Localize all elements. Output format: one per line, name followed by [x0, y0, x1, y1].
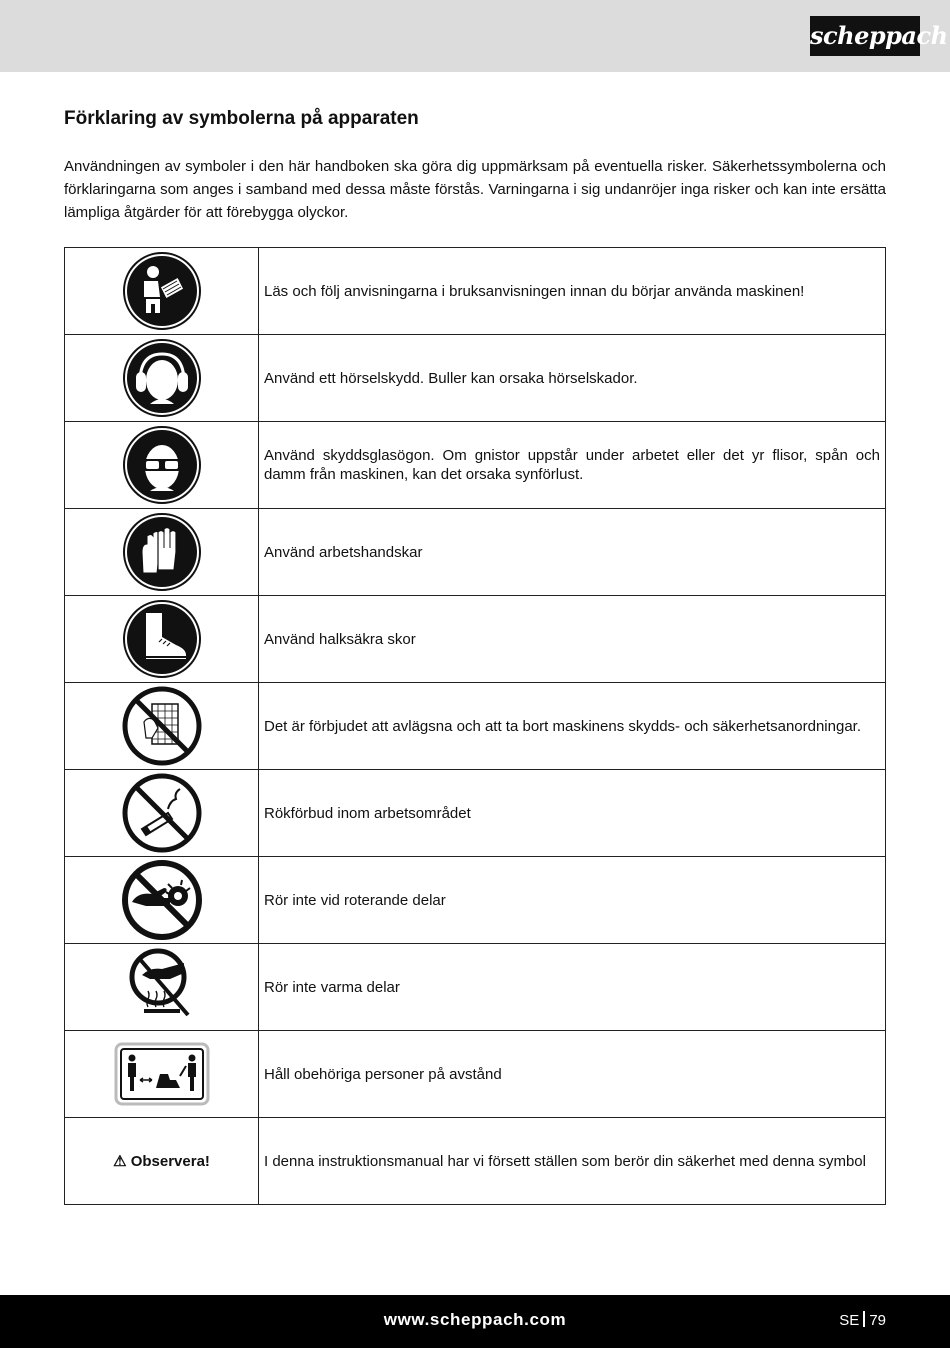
table-row — [65, 770, 886, 857]
warning-triangle-icon: ⚠ — [113, 1152, 127, 1170]
table-row — [65, 335, 886, 422]
symbol-description: Använd arbetshandskar — [259, 509, 886, 596]
symbol-description: Använd ett hörselskydd. Buller kan orsaka hörselskador. — [259, 335, 886, 422]
symbol-description: Använd halksäkra skor — [259, 596, 886, 683]
symbol-description: Håll obehöriga personer på avstånd — [259, 1031, 886, 1118]
separator — [863, 1311, 865, 1327]
symbol-description: Använd skyddsglasögon. Om gnistor uppstår under arbetet eller det yr flisor, spån och damm från maskinen, kan det orsaka synförlust. — [259, 422, 886, 509]
table-row — [65, 422, 886, 509]
table-row — [65, 944, 886, 1031]
footer-url[interactable]: www.scheppach.com — [383, 1310, 567, 1329]
scheppach-logo: scheppach — [810, 16, 920, 56]
symbol-description: Det är förbjudet att avlägsna och att ta bort maskinens skydds- och säkerhetsanordningar. — [259, 683, 886, 770]
read-manual-icon — [122, 251, 202, 331]
table-row — [65, 1031, 886, 1118]
table-row — [65, 248, 886, 335]
symbol-description: Rökförbud inom arbetsområdet — [259, 770, 886, 857]
safety-shoes-icon — [122, 599, 202, 679]
symbol-description: Rör inte varma delar — [259, 944, 886, 1031]
warning-note-label: ⚠ Observera! — [113, 1152, 210, 1170]
keep-distance-icon — [114, 1042, 210, 1106]
table-row — [65, 1118, 886, 1205]
hearing-protection-icon — [122, 338, 202, 418]
gloves-icon — [122, 512, 202, 592]
no-touch-rotating-icon — [122, 860, 202, 940]
page-number: SE 79 — [839, 1312, 886, 1329]
table-row — [65, 683, 886, 770]
header-band — [0, 0, 950, 72]
symbol-table — [64, 247, 886, 1205]
page-title: Förklaring av symbolerna på apparaten — [64, 108, 419, 129]
table-row — [65, 596, 886, 683]
no-smoking-icon — [122, 773, 202, 853]
symbol-description: Rör inte vid roterande delar — [259, 857, 886, 944]
footer — [0, 1295, 950, 1348]
symbol-description: Läs och följ anvisningarna i bruksanvisningen innan du börjar använda maskinen! — [259, 248, 886, 335]
no-guard-removal-icon — [122, 686, 202, 766]
table-row — [65, 857, 886, 944]
warning-note-text: I denna instruktionsmanual har vi försett ställen som berör din säkerhet med denna symbol — [259, 1118, 886, 1205]
safety-goggles-icon — [122, 425, 202, 505]
no-touch-hot-icon — [122, 947, 202, 1027]
intro-paragraph: Användningen av symboler i den här handboken ska göra dig uppmärksam på eventuella risker. Säkerhetssymbolerna och förklaringarna som anges i samband med dessa måste förstås. Varningarna i sig undanröjer inga risker och kan inte ersätta lämpliga åtgärder för att förebygga olyckor. — [64, 158, 886, 221]
table-row — [65, 509, 886, 596]
